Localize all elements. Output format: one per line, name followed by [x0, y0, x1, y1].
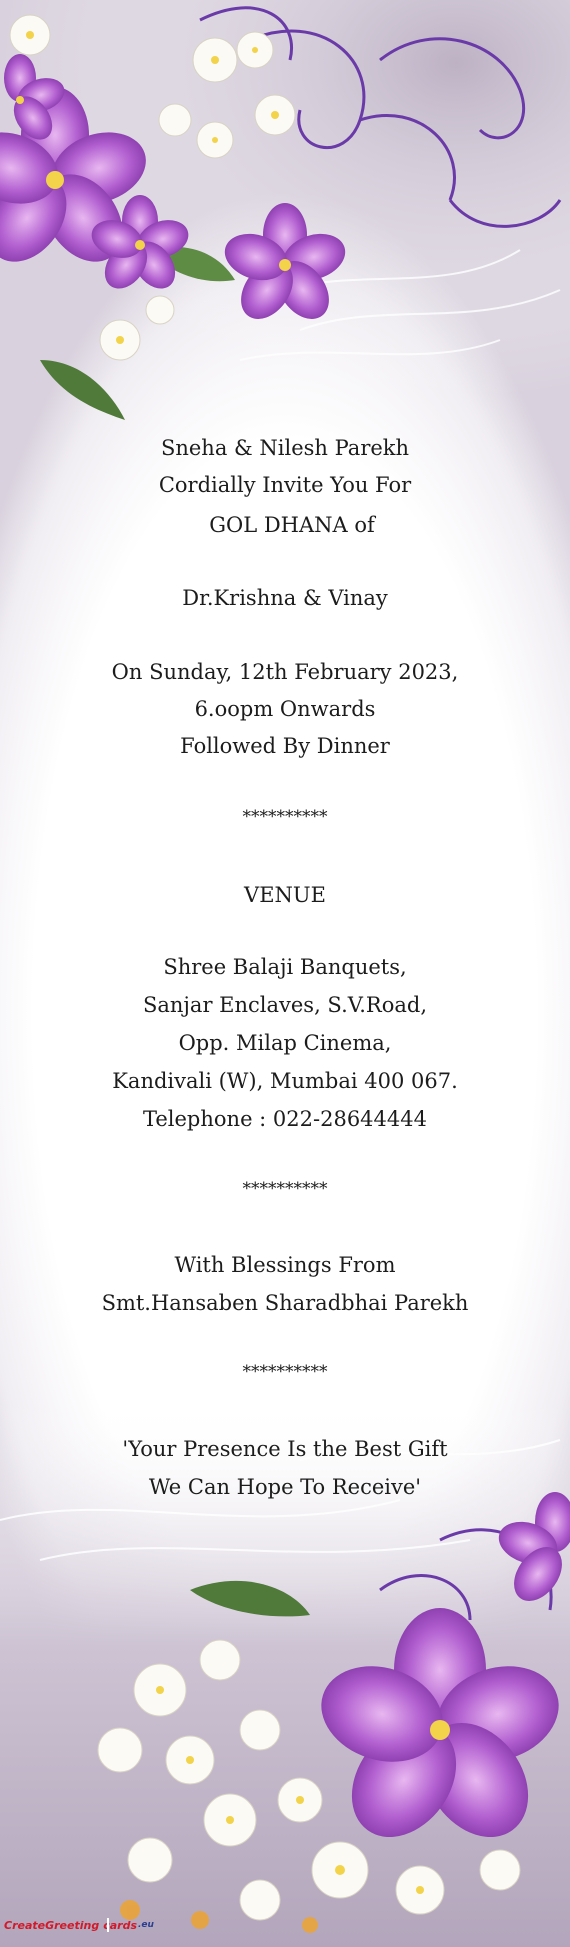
event-time: 6.oopm Onwards: [194, 697, 376, 721]
venue-line-1: Shree Balaji Banquets,: [163, 955, 407, 979]
brand-watermark[interactable]: [4, 1910, 154, 1940]
venue-line-3: Opp. Milap Cinema,: [178, 1031, 392, 1055]
blessings-name: Smt.Hansaben Sharadbhai Parekh: [101, 1291, 469, 1315]
brand-tld: .eu: [138, 1920, 154, 1930]
divider-3: **********: [242, 1362, 328, 1382]
brand-name-2: cards: [103, 1918, 138, 1932]
venue-line-2: Sanjar Enclaves, S.V.Road,: [142, 993, 428, 1017]
quote-line-2: We Can Hope To Receive': [148, 1475, 422, 1499]
hosts-line: Sneha & Nilesh Parekh: [160, 436, 410, 460]
venue-heading: VENUE: [244, 883, 326, 907]
invite-line: Cordially Invite You For: [158, 473, 412, 497]
divider-2: **********: [242, 1179, 328, 1199]
followed-by-line: Followed By Dinner: [180, 734, 390, 758]
brand-name: CreateGreeting: [4, 1918, 100, 1932]
venue-line-4: Kandivali (W), Mumbai 400 067.: [112, 1069, 458, 1093]
telephone-line: Telephone : 022-28644444: [142, 1107, 427, 1131]
couple-names: Dr.Krishna & Vinay: [182, 586, 388, 610]
divider-1: **********: [242, 807, 328, 827]
blessings-line: With Blessings From: [174, 1253, 396, 1277]
event-date: On Sunday, 12th February 2023,: [111, 660, 459, 684]
quote-line-1: 'Your Presence Is the Best Gift: [122, 1437, 448, 1461]
event-line: GOL DHANA of: [209, 513, 375, 537]
